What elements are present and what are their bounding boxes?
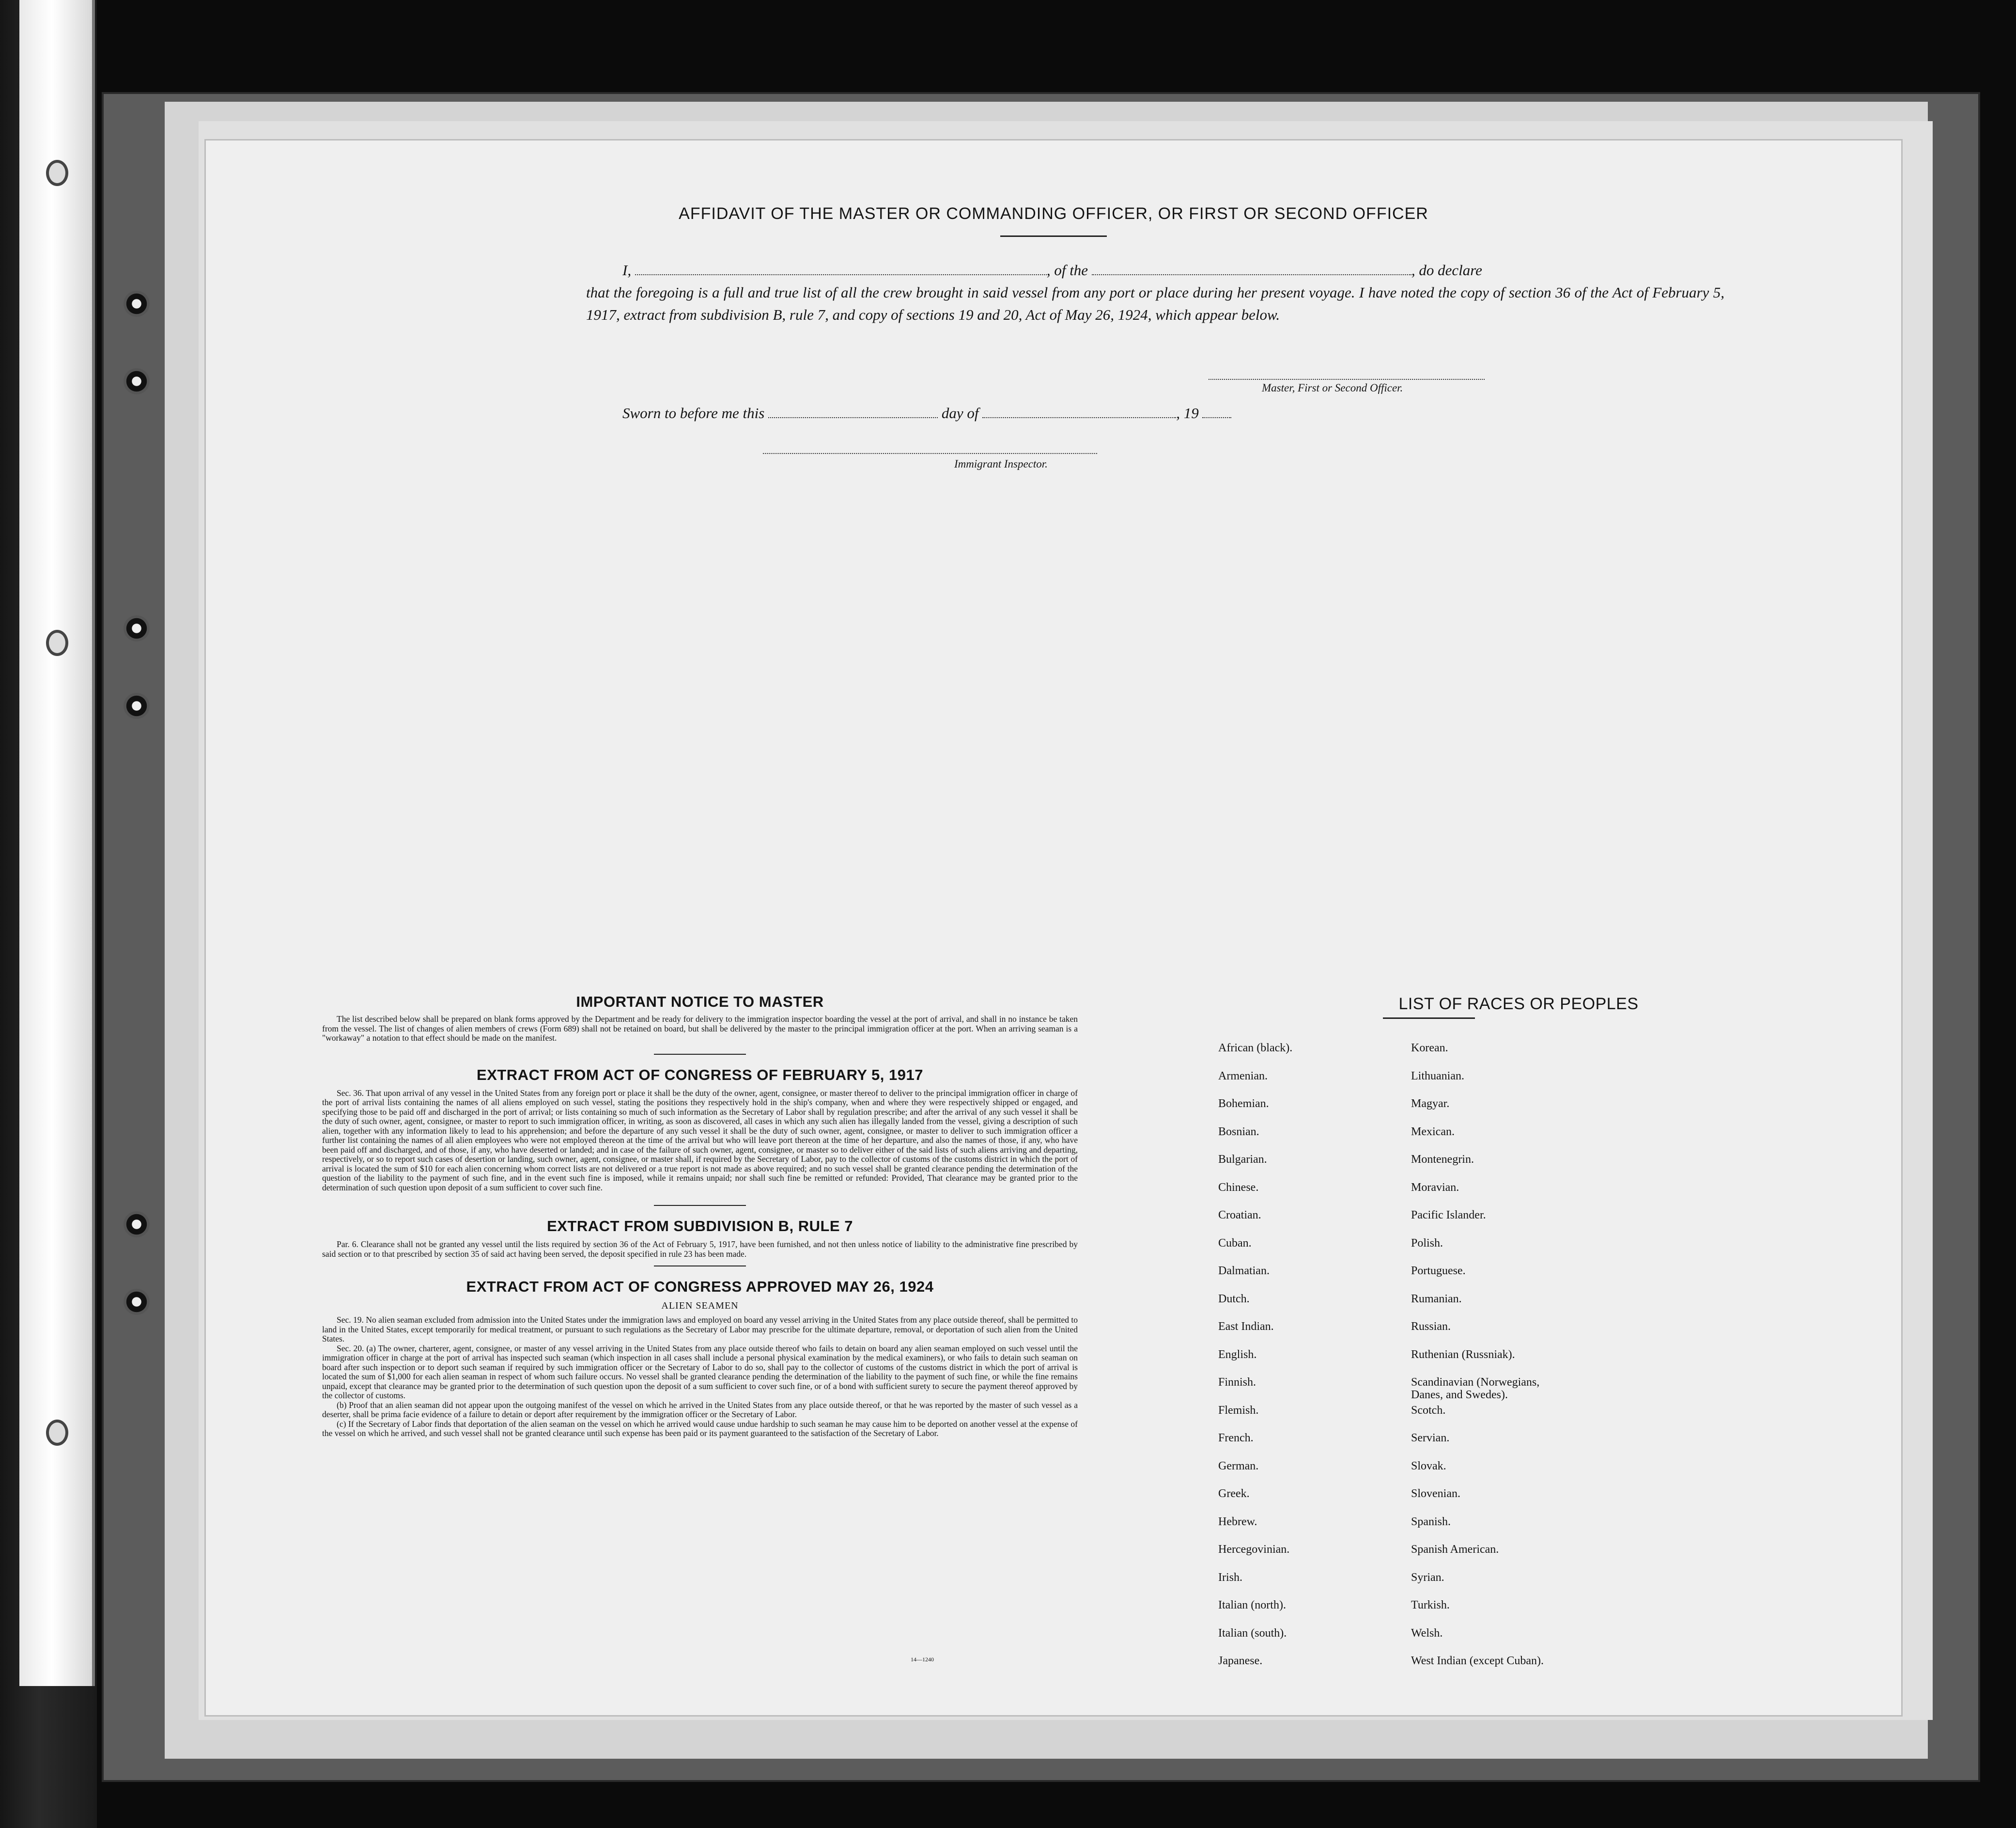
race-item: Spanish. xyxy=(1411,1515,1451,1528)
notice-text xyxy=(322,1015,1078,1043)
race-item: Ruthenian (Russniak). xyxy=(1411,1348,1515,1361)
name-blank xyxy=(635,263,1047,275)
race-item: Welsh. xyxy=(1411,1626,1443,1640)
race-item: Lithuanian. xyxy=(1411,1069,1464,1082)
race-item: Chinese. xyxy=(1218,1181,1259,1194)
race-item: Portuguese. xyxy=(1411,1265,1466,1277)
race-item: Mexican. xyxy=(1411,1125,1455,1138)
declaration-of-the: , of the xyxy=(1046,262,1088,279)
race-item: Pacific Islander. xyxy=(1411,1209,1486,1221)
race-item: Croatian. xyxy=(1218,1209,1261,1221)
notice-title: IMPORTANT NOTICE TO MASTER xyxy=(576,993,824,1010)
race-item: Scandinavian (Norwegians, Danes, and Swedes). xyxy=(1411,1376,1540,1401)
race-item: French. xyxy=(1218,1432,1254,1444)
rule-7-text xyxy=(322,1240,1078,1259)
binder-ring xyxy=(124,693,150,719)
sworn-year: , 19 xyxy=(1176,405,1199,422)
race-item: Moravian. xyxy=(1411,1181,1459,1194)
race-item: Dutch. xyxy=(1218,1292,1250,1305)
inspector-label: Immigrant Inspector. xyxy=(954,458,1048,470)
race-item: Turkish. xyxy=(1411,1599,1450,1611)
signature-line xyxy=(1209,379,1485,380)
extract-1917-title: EXTRACT FROM ACT OF CONGRESS OF FEBRUARY 5, 1917 xyxy=(477,1066,923,1083)
extract-1924-text xyxy=(322,1315,1078,1438)
binder-ring xyxy=(124,368,150,394)
binder-ring xyxy=(124,1211,150,1237)
legal-extracts xyxy=(322,993,1078,1438)
signature-label: Master, First or Second Officer. xyxy=(1262,382,1403,394)
sec-20c-paragraph: (c) If the Secretary of Labor finds that deportation of the alien seaman on the vessel on which he arrived would cause undue hardship to such seaman he may cause him to be deported on another vessel at the expense of the vessel on which he arrived, and such vessel shall not be granted clearance until such expense has been paid or its payment guaranteed to the satisfaction of the Secretary of Labor. xyxy=(322,1419,1078,1438)
race-item: Hercegovinian. xyxy=(1218,1543,1290,1556)
punch-hole xyxy=(46,1420,68,1446)
race-item: Russian. xyxy=(1411,1320,1451,1333)
race-item: English. xyxy=(1218,1348,1257,1361)
declaration-i: I, xyxy=(622,262,632,279)
races-title: LIST OF RACES OR PEOPLES xyxy=(1398,995,1639,1013)
race-item: Slovenian. xyxy=(1411,1487,1460,1500)
sworn-date-blank xyxy=(768,406,938,418)
affidavit-title: AFFIDAVIT OF THE MASTER OR COMMANDING OFFICER, OR FIRST OR SECOND OFFICER xyxy=(679,204,1428,223)
race-item: Japanese. xyxy=(1218,1655,1263,1667)
race-item: East Indian. xyxy=(1218,1320,1274,1333)
races-title-rule xyxy=(1383,1017,1475,1019)
section-36-paragraph: Sec. 36. That upon arrival of any vessel in the United States from any foreign port or place it shall be the duty of the owner, agent, consignee, or master thereof to deliver to the principal immigration officer in charge of the port of arrival lists containing the names of all aliens employed on such vessel, stating the positions they respectively hold in the ship's company, when and where they were respectively shipped or engaged, and specifying those to be paid off and discharged in the port of arrival; or lists containing so much of such information as the Secretary of Labor shall by regulation prescribe; and after the arrival of any such vessel it shall be the duty of such owner, agent, consignee, or master to report to such immigration officer, in writing, as soon as discovered, all cases in which any such alien has illegally landed from the vessel, giving a description of such alien, together with any information likely to lead to his apprehension; and before the departure of any such vessel it shall be the duty of such owner, agent, consignee, or master to deliver to such immigration officer a further list containing the names of all alien employees who were not employed thereon at the time of the arrival but who will leave port thereon at the time of her departure, and also the names of those, if any, who have been paid off and discharged, and of those, if any, who have deserted or landed; and in case of the failure of such owner, agent, consignee, or master so to deliver either of the said lists of such aliens arriving and departing, respectively, or so to report such cases of desertion or landing, such owner, agent, consignee, or master shall, if required by the Secretary of Labor, pay to the collector of customs of the customs district in which the port of arrival is located the sum of $10 for each alien concerning whom correct lists are not delivered or a true report is not made as above required; and no such vessel shall be granted clearance pending the determination of the question of the liability to the payment of such fine, and in the event such fine is imposed, while it remains unpaid; nor shall such fine be remitted or refunded: Provided, That clearance may be granted prior to the determination of such question upon deposit of a sum sufficient to cover such fine. xyxy=(322,1088,1078,1192)
race-item: Servian. xyxy=(1411,1432,1450,1444)
race-item: Flemish. xyxy=(1218,1404,1259,1417)
sec-19-paragraph: Sec. 19. No alien seaman excluded from admission into the United States under the immigration laws and employed on board any vessel arriving in the United States from any place outside thereof, shall be permitted to land in the United States, except temporarily for medical treatment, or pursuant to such regulations as the Secretary of Labor may prescribe for the ultimate departure, removal, or deportation of such alien from the United States. xyxy=(322,1315,1078,1344)
races-list-right xyxy=(1411,1042,1614,1683)
race-item: Cuban. xyxy=(1218,1236,1252,1250)
alien-seamen-subtitle: ALIEN SEAMEN xyxy=(661,1300,739,1311)
par-6-paragraph: Par. 6. Clearance shall not be granted any vessel until the lists required by section 36 of the Act of February 5, 1917, have been furnished, and not then unless notice of liability to the administrative fine prescribed by said section or to that prescribed by section 35 of said act having been served, the deposit specified in rule 23 has been made. xyxy=(322,1239,1078,1259)
race-item: West Indian (except Cuban). xyxy=(1411,1655,1544,1667)
sworn-day-of: day of xyxy=(941,405,979,422)
race-item: Scotch. xyxy=(1411,1404,1446,1417)
sworn-month-blank xyxy=(982,406,1176,418)
race-item: Dalmatian. xyxy=(1218,1265,1270,1277)
race-item: Bohemian. xyxy=(1218,1097,1269,1110)
punch-hole xyxy=(46,160,68,186)
race-item: African (black). xyxy=(1218,1042,1293,1054)
declaration-body: that the foregoing is a full and true list of all the crew brought in said vessel from any port or place during her present voyage. I have noted the copy of section 36 of the Act of February 5, 1917, extract from subdivision B, rule 7, and copy of sections 19 and 20, Act of May 26, 1924, which appear below. xyxy=(586,284,1724,323)
sworn-line xyxy=(622,405,1231,422)
race-item: Bosnian. xyxy=(1218,1125,1259,1138)
binder-ring xyxy=(124,615,150,641)
race-item: German. xyxy=(1218,1459,1259,1472)
punch-hole xyxy=(46,630,68,656)
race-item: Polish. xyxy=(1411,1236,1443,1250)
races-list-left xyxy=(1218,1042,1383,1683)
rule-7-title: EXTRACT FROM SUBDIVISION B, RULE 7 xyxy=(547,1218,853,1234)
sworn-year-blank xyxy=(1202,406,1231,418)
race-item: Montenegrin. xyxy=(1411,1153,1474,1166)
race-item: Italian (north). xyxy=(1218,1599,1286,1611)
affidavit-page xyxy=(206,141,1901,1715)
vessel-blank xyxy=(1092,263,1411,275)
sec-20a-paragraph: Sec. 20. (a) The owner, charterer, agent, consignee, or master of any vessel arriving in the United States from any place outside thereof who fails to detain on board any alien seaman employed on such vessel until the immigration officer in charge at the port of arrival has inspected such seaman (which inspection in all cases shall include a personal physical examination by the medical examiners), or who fails to detain such seaman on board after such inspection or to deport such seaman if required by such immigration officer or the Secretary of Labor to do so, shall pay to the collector of customs of the customs district in which the port of arrival is located the sum of $1,000 for each alien seaman in respect of whom such failure occurs. No vessel shall be granted clearance pending the determination of the liability to the payment of such fine, or while the fine remains unpaid, except that clearance may be granted prior to the determination of such question upon the deposit of a sum sufficient to cover such fine, or of a bond with sufficient surety to secure the payment thereof approved by the collector of customs. xyxy=(322,1343,1078,1400)
race-item: Syrian. xyxy=(1411,1571,1444,1584)
race-item: Finnish. xyxy=(1218,1376,1256,1389)
form-number: 14—1240 xyxy=(911,1656,934,1663)
race-item: Magyar. xyxy=(1411,1097,1450,1110)
extract-1924-title: EXTRACT FROM ACT OF CONGRESS APPROVED MAY 26, 1924 xyxy=(466,1278,934,1295)
race-item: Irish. xyxy=(1218,1571,1242,1584)
binder-strip xyxy=(19,0,95,1686)
race-item: Armenian. xyxy=(1218,1069,1268,1082)
title-rule xyxy=(1000,235,1107,237)
section-divider xyxy=(654,1054,746,1055)
race-item: Greek. xyxy=(1218,1487,1250,1500)
race-item: Korean. xyxy=(1411,1042,1448,1054)
race-item: Hebrew. xyxy=(1218,1515,1257,1528)
binder-ring xyxy=(124,291,150,317)
declaration-do-declare: , do declare xyxy=(1411,262,1482,279)
notice-paragraph: The list described below shall be prepared on blank forms approved by the Department and be ready for delivery to the immigration inspector boarding the vessel at the port of arrival, and shall in no instance be taken from the vessel. The list of changes of alien members of crews (Form 689) shall not be retained on board, but shall be delivered by the master to the principal immigration officer at the port. When an arriving seaman is a "workaway" a notation to that effect should be made on the manifest. xyxy=(322,1014,1078,1043)
section-divider xyxy=(654,1205,746,1206)
race-item: Rumanian. xyxy=(1411,1292,1462,1305)
sworn-text: Sworn to before me this xyxy=(622,405,765,422)
declaration-first-line xyxy=(622,259,1724,281)
extract-1917-text xyxy=(322,1089,1078,1193)
race-item: Bulgarian. xyxy=(1218,1153,1267,1166)
race-item: Slovak. xyxy=(1411,1459,1446,1472)
sec-20b-paragraph: (b) Proof that an alien seaman did not appear upon the outgoing manifest of the vessel on which he arrived in the United States from any place outside thereof, or that he was reported by the master of such vessel as a deserter, shall be prima facie evidence of a failure to detain or deport after requirement by the immigration officer or the Secretary of Labor. xyxy=(322,1400,1078,1419)
affidavit-declaration xyxy=(586,259,1724,326)
binder-ring xyxy=(124,1289,150,1315)
race-item: Spanish American. xyxy=(1411,1543,1499,1556)
race-item: Italian (south). xyxy=(1218,1626,1287,1640)
inspector-line xyxy=(763,453,1097,454)
